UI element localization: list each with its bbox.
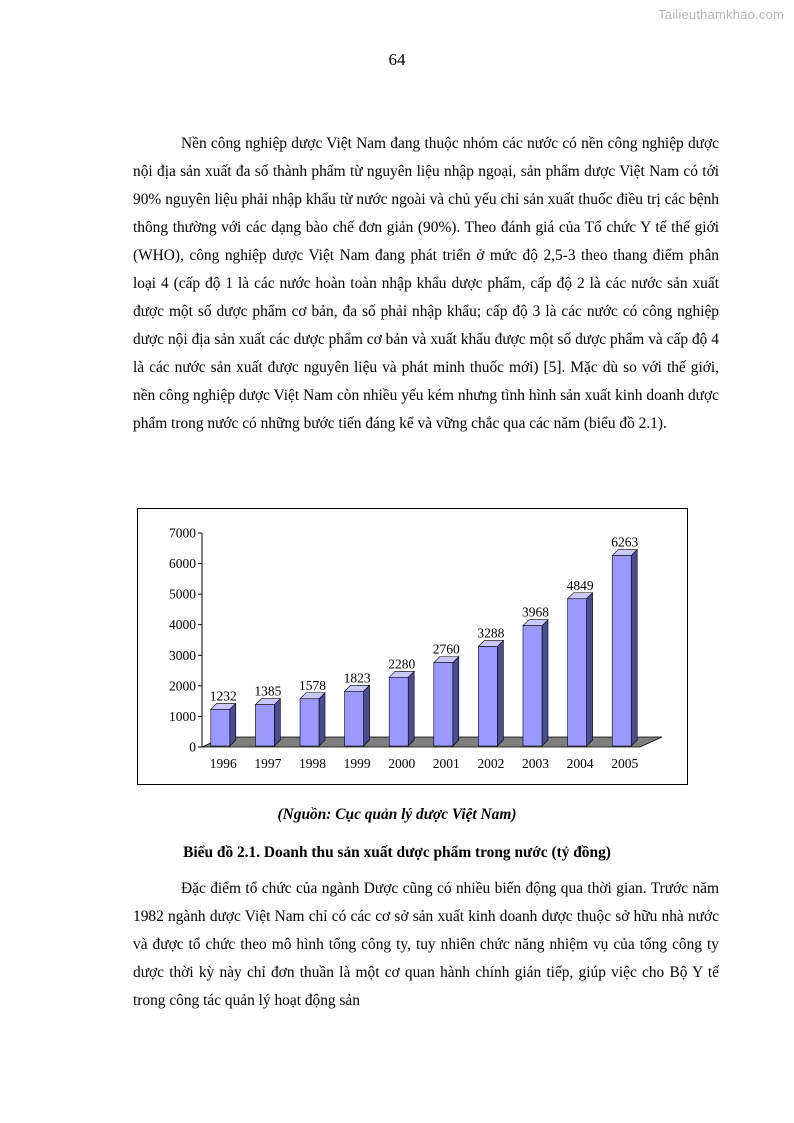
x-tick-label: 2002 <box>477 756 505 771</box>
bar-value-label: 3968 <box>522 604 549 620</box>
x-tick-label: 1998 <box>299 756 326 771</box>
bar <box>568 599 587 746</box>
bar <box>345 691 364 746</box>
bar-side <box>274 699 280 746</box>
bar <box>612 556 631 746</box>
bar-value-label: 1232 <box>209 688 237 704</box>
x-tick-label: 1997 <box>254 756 282 771</box>
bar-side <box>453 657 459 746</box>
bar <box>255 705 274 746</box>
y-tick-label: 6000 <box>169 556 196 572</box>
x-tick-label: 2004 <box>566 756 594 771</box>
bar-value-label: 3288 <box>477 625 505 641</box>
bar-side <box>319 693 325 746</box>
bar-value-label: 1578 <box>299 677 326 693</box>
watermark: Tailieuthamkhao.com <box>658 7 784 22</box>
y-tick-label: 5000 <box>169 586 196 602</box>
y-tick-label: 2000 <box>169 678 196 694</box>
x-tick-label: 1996 <box>209 756 237 771</box>
bar-side <box>587 593 593 746</box>
bar-side <box>631 550 637 746</box>
bar-side <box>364 685 370 746</box>
bar <box>478 646 497 746</box>
y-tick-label: 1000 <box>169 708 196 724</box>
bar <box>300 699 319 746</box>
y-tick-label: 4000 <box>169 617 196 633</box>
x-tick-label: 2003 <box>522 756 549 771</box>
chart-caption: Biểu đồ 2.1. Doanh thu sản xuất dược phẩm trong nước (tỷ đồng) <box>183 844 611 861</box>
x-tick-label: 2000 <box>388 756 416 771</box>
bar-value-label: 2280 <box>388 656 416 672</box>
page-number: 64 <box>388 50 406 69</box>
bar <box>523 626 542 746</box>
x-tick-label: 2005 <box>611 756 639 771</box>
bar-side <box>542 620 548 746</box>
bar <box>389 677 408 746</box>
bar <box>211 709 230 746</box>
bar <box>434 663 453 746</box>
bar-value-label: 2760 <box>432 641 460 657</box>
chart-canvas <box>138 509 689 786</box>
y-tick-label: 3000 <box>169 647 196 663</box>
revenue-bar-chart <box>137 508 688 785</box>
bar-value-label: 1823 <box>343 670 371 686</box>
bar-value-label: 6263 <box>611 534 639 550</box>
bar-side <box>230 703 236 746</box>
body-paragraph-2: Đặc điểm tổ chức của ngành Dược cũng có nhiều biến động qua thời gian. Trước năm 1982 ngành dược Việt Nam chỉ có các cơ sở sản xuất kinh doanh dược thuộc sở hữu nhà nước và được tổ chức theo mô hình tổng công ty, tuy nhiên chức năng nhiệm vụ của tổng công ty dược thời kỳ này chỉ đơn thuần là một cơ quan hành chính gián tiếp, giúp việc cho Bộ Y tế trong công tác quản lý hoạt động sản <box>133 880 719 1009</box>
x-tick-label: 1999 <box>343 756 371 771</box>
bar-side <box>497 640 503 746</box>
bar-value-label: 4849 <box>566 577 594 593</box>
chart-source-note: (Nguồn: Cục quản lý dược Việt Nam) <box>277 806 517 823</box>
y-tick-label: 7000 <box>169 525 196 541</box>
body-paragraph-1: Nền công nghiệp dược Việt Nam đang thuộc nhóm các nước có nền công nghiệp dược nội địa sản xuất đa số thành phẩm từ nguyên liệu nhập ngoại, sản phẩm dược Việt Nam có tới 90% nguyên liệu phải nhập khẩu từ nước ngoài và chủ yếu chỉ sản xuất thuốc điều trị các bệnh thông thường với các dạng bào chế đơn giản (90%). Theo đánh giá của Tổ chức Y tế thế giới (WHO), công nghiệp dược Việt Nam đang phát triển ở mức độ 2,5-3 theo thang điểm phân loại 4 (cấp độ 1 là các nước hoàn toàn nhập khẩu dược phẩm, cấp độ 2 là các nước sản xuất được một số dược phẩm cơ bản, đa số phải nhập khẩu; cấp độ 3 là các nước có công nghiệp dược nội địa sản xuất các dược phẩm cơ bản và xuất khẩu được một số dược phẩm và cấp độ 4 là các nước sản xuất được nguyên liệu và phát minh thuốc mới) [5]. Mặc dù so với thế giới, nền công nghiệp dược Việt Nam còn nhiều yếu kém nhưng tình hình sản xuất kinh doanh dược phẩm trong nước có những bước tiến đáng kể và vững chắc qua các năm (biểu đồ 2.1). <box>133 135 719 432</box>
bar-side <box>408 671 414 746</box>
x-tick-label: 2001 <box>432 756 460 771</box>
bar-value-label: 1385 <box>254 683 282 699</box>
y-tick-label: 0 <box>189 739 196 755</box>
